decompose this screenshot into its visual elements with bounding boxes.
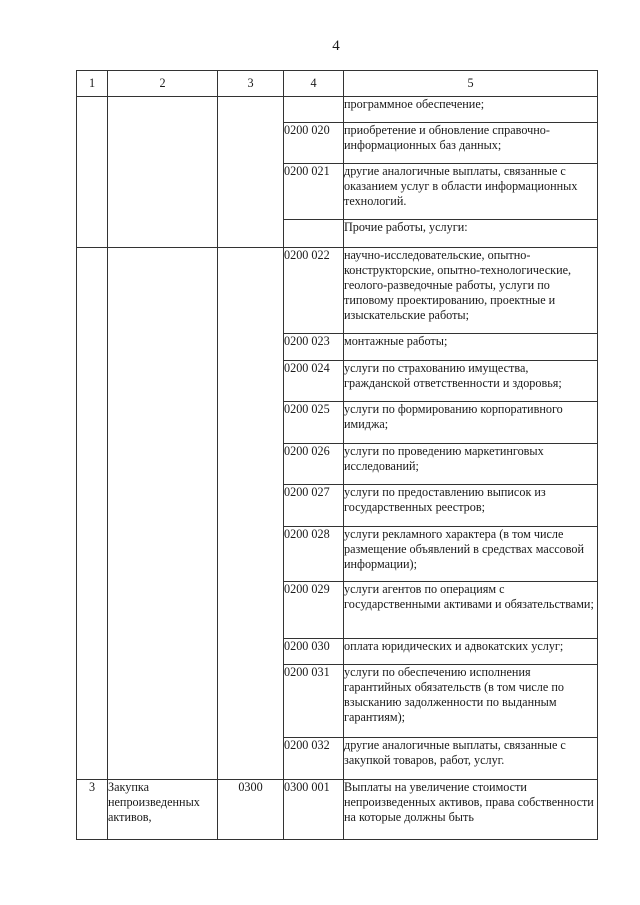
- description-cell: услуги по формированию корпоративного имиджа;: [344, 402, 598, 444]
- code-cell: 0200 032: [284, 738, 344, 780]
- description-cell: Выплаты на увеличение стоимости непроизведенных активов, права собственности на которые должны быть: [344, 780, 598, 840]
- header-col-4: 4: [284, 71, 344, 97]
- group-a-col-3: [218, 97, 284, 248]
- description-cell: научно-исследовательские, опытно-конструкторские, опытно-технологические, геолого-разведочные работы, услуги по типовому проектированию, проектные и изыскательские работы;: [344, 248, 598, 334]
- group-b-col-1: [77, 248, 108, 780]
- code-cell: 0200 021: [284, 164, 344, 220]
- code-cell: 0200 031: [284, 665, 344, 738]
- section-number-cell: 3: [77, 780, 108, 840]
- group-code-cell: 0300: [218, 780, 284, 840]
- description-cell: другие аналогичные выплаты, связанные с оказанием услуг в области информационных технологий.: [344, 164, 598, 220]
- code-cell: 0200 029: [284, 582, 344, 639]
- description-cell: программное обеспечение;: [344, 97, 598, 123]
- code-cell: [284, 97, 344, 123]
- header-col-2: 2: [108, 71, 218, 97]
- code-cell: [284, 220, 344, 248]
- subheading-cell: Прочие работы, услуги:: [344, 220, 598, 248]
- code-cell: 0200 026: [284, 444, 344, 485]
- group-a-col-1: [77, 97, 108, 248]
- description-cell: монтажные работы;: [344, 334, 598, 361]
- description-cell: услуги по проведению маркетинговых исследований;: [344, 444, 598, 485]
- code-cell: 0200 024: [284, 361, 344, 402]
- description-cell: услуги по предоставлению выписок из государственных реестров;: [344, 485, 598, 527]
- description-cell: услуги по обеспечению исполнения гарантийных обязательств (в том числе по взысканию задолженности по выданным гарантиям);: [344, 665, 598, 738]
- description-cell: приобретение и обновление справочно-информационных баз данных;: [344, 123, 598, 164]
- code-cell: 0200 025: [284, 402, 344, 444]
- section-name-cell: Закупка непроизведенных активов,: [108, 780, 218, 840]
- code-cell: 0200 020: [284, 123, 344, 164]
- table-header-row: [77, 71, 598, 97]
- group-a-col-2: [108, 97, 218, 248]
- page-number: 4: [332, 38, 340, 54]
- code-cell: 0200 028: [284, 527, 344, 582]
- code-cell: 0200 023: [284, 334, 344, 361]
- header-col-5: 5: [344, 71, 598, 97]
- table-row: [77, 780, 598, 840]
- group-b-col-3: [218, 248, 284, 780]
- code-cell: 0200 027: [284, 485, 344, 527]
- code-cell: 0200 022: [284, 248, 344, 334]
- description-cell: услуги агентов по операциям с государственными активами и обязательствами;: [344, 582, 598, 639]
- group-b-col-2: [108, 248, 218, 780]
- description-cell: оплата юридических и адвокатских услуг;: [344, 639, 598, 665]
- table-row: [77, 97, 598, 123]
- code-cell: 0300 001: [284, 780, 344, 840]
- classification-table: [76, 70, 598, 840]
- description-cell: услуги по страхованию имущества, гражданской ответственности и здоровья;: [344, 361, 598, 402]
- header-col-1: 1: [77, 71, 108, 97]
- description-cell: другие аналогичные выплаты, связанные с закупкой товаров, работ, услуг.: [344, 738, 598, 780]
- code-cell: 0200 030: [284, 639, 344, 665]
- header-col-3: 3: [218, 71, 284, 97]
- description-cell: услуги рекламного характера (в том числе размещение объявлений в средствах массовой информации);: [344, 527, 598, 582]
- table-row: [77, 248, 598, 334]
